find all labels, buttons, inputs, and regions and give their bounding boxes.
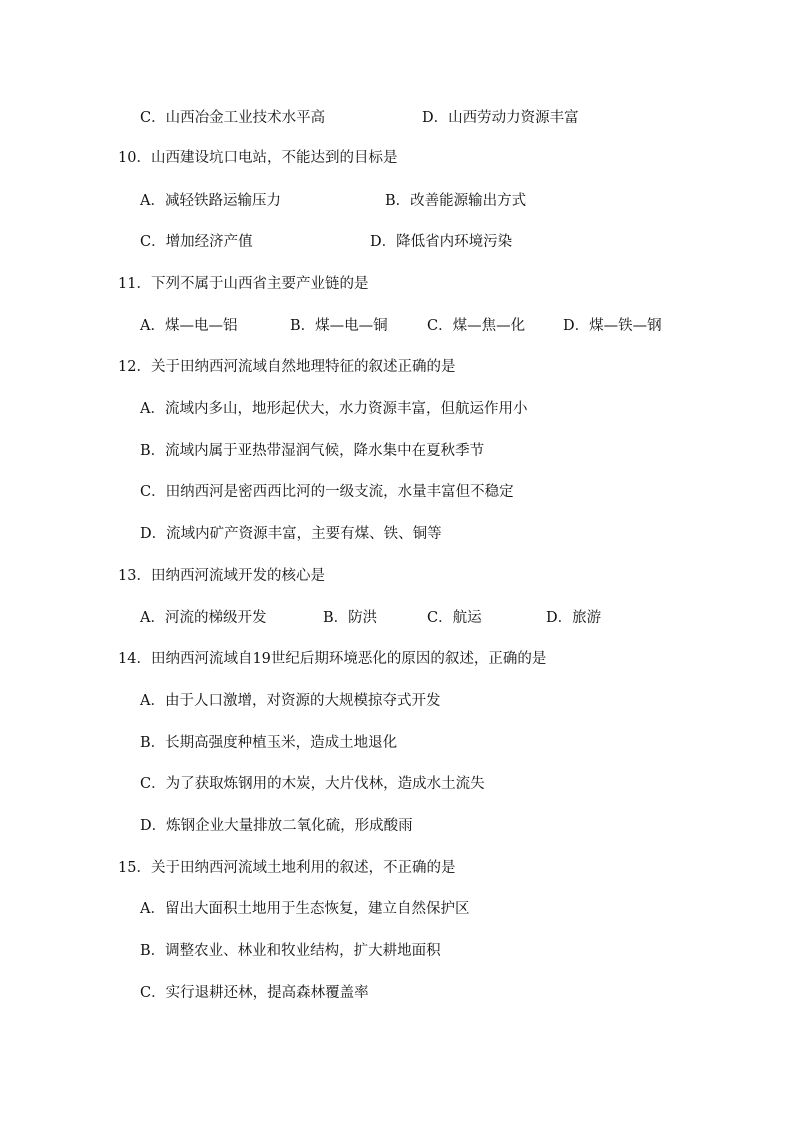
q12-stem: 12．关于田纳西河流域自然地理特征的叙述正确的是 [118, 359, 456, 375]
q11-option-b: B．煤—电—铜 [290, 318, 388, 334]
q12-option-b: B．流域内属于亚热带湿润气候，降水集中在夏秋季节 [140, 443, 485, 459]
q15-stem: 15．关于田纳西河流域土地利用的叙述，不正确的是 [118, 860, 456, 876]
q15-option-c: C．实行退耕还林，提高森林覆盖率 [140, 985, 369, 1001]
q13-option-a: A．河流的梯级开发 [140, 610, 267, 626]
q13-option-d: D．旅游 [546, 610, 602, 626]
q14-stem: 14．田纳西河流域自19世纪后期环境恶化的原因的叙述，正确的是 [118, 651, 547, 667]
q14-option-b: B．长期高强度种植玉米，造成土地退化 [140, 735, 398, 751]
q9-option-d: D．山西劳动力资源丰富 [422, 110, 579, 126]
q12-option-d: D．流域内矿产资源丰富，主要有煤、铁、铜等 [140, 526, 442, 542]
q10-option-b: B．改善能源输出方式 [385, 193, 527, 209]
q12-option-a: A．流域内多山，地形起伏大，水力资源丰富，但航运作用小 [140, 401, 528, 417]
q10-option-d: D．降低省内环境污染 [370, 234, 513, 250]
q13-stem: 13．田纳西河流域开发的核心是 [118, 568, 325, 584]
q12-option-c: C．田纳西河是密西西比河的一级支流，水量丰富但不稳定 [140, 484, 514, 500]
q14-option-a: A．由于人口激增，对资源的大规模掠夺式开发 [140, 693, 441, 709]
q15-option-a: A．留出大面积土地用于生态恢复，建立自然保护区 [140, 901, 470, 917]
q14-option-c: C．为了获取炼钢用的木炭，大片伐林，造成水土流失 [140, 776, 485, 792]
q11-option-c: C．煤—焦—化 [427, 318, 526, 334]
q11-option-a: A．煤—电—铝 [140, 318, 238, 334]
q10-option-c: C．增加经济产值 [140, 234, 253, 250]
q15-option-b: B．调整农业、林业和牧业结构，扩大耕地面积 [140, 943, 441, 959]
q13-option-b: B．防洪 [323, 610, 378, 626]
q14-option-d: D．炼钢企业大量排放二氧化硫，形成酸雨 [140, 818, 413, 834]
q13-option-c: C．航运 [427, 610, 482, 626]
q11-option-d: D．煤—铁—钢 [563, 318, 662, 334]
q9-option-c: C．山西冶金工业技术水平高 [140, 110, 326, 126]
q11-stem: 11．下列不属于山西省主要产业链的是 [118, 276, 369, 292]
q10-stem: 10．山西建设坑口电站，不能达到的目标是 [118, 150, 398, 166]
q10-option-a: A．减轻铁路运输压力 [140, 193, 281, 209]
